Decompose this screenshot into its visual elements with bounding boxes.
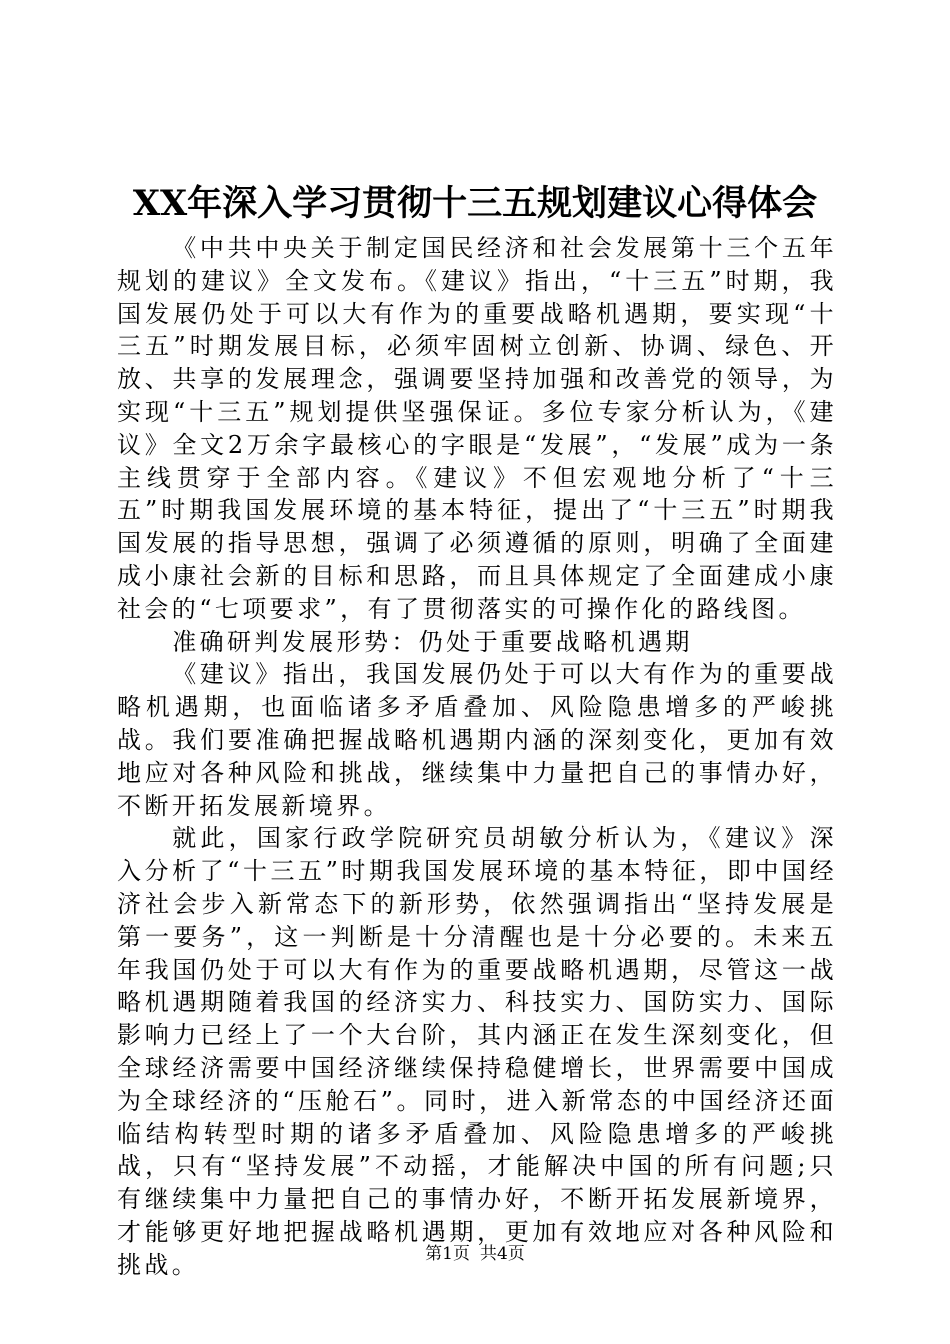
page-footer	[0, 1242, 950, 1266]
document-title: XX年深入学习贯彻十三五规划建议心得体会	[132, 183, 818, 224]
page-total: 共4页	[480, 1244, 525, 1264]
paragraph-analysis: 就此，国家行政学院研究员胡敏分析认为，《建议》深入分析了“十三五”时期我国发展环境的基本特征，即中国经济社会步入新常态下的新形势，依然强调指出“坚持发展是第一要务”，这一判断是十分清醒也是十分必要的。未来五年我国仍处于可以大有作为的重要战略机遇期，尽管这一战略机遇期随着我国的经济实力、科技实力、国防实力、国际影响力已经上了一个大台阶，其内涵正在发生深刻变化，但全球经济需要中国经济继续保持稳健增长，世界需要中国成为全球经济的“压舱石”。同时，进入新常态的中国经济还面临结构转型时期的诸多矛盾叠加、风险隐患增多的严峻挑战，只有“坚持发展”不动摇，才能解决中国的所有问题;只有继续集中力量把自己的事情办好，不断开拓发展新境界，才能够更好地把握战略机遇期，更加有效地应对各种风险和挑战。	[117, 824, 837, 1279]
document-body	[117, 232, 837, 1282]
section-heading: 准确研判发展形势：仍处于重要战略机遇期	[172, 627, 693, 656]
paragraph-suggestion: 《建议》指出，我国发展仍处于可以大有作为的重要战略机遇期，也面临诸多矛盾叠加、风险隐患增多的严峻挑战。我们要准确把握战略机遇期内涵的深刻变化，更加有效地应对各种风险和挑战，继续集中力量把自己的事情办好，不断开拓发展新境界。	[117, 660, 837, 820]
page-number: 第1页	[425, 1244, 470, 1264]
paragraph-intro: 《中共中央关于制定国民经济和社会发展第十三个五年规划的建议》全文发布。《建议》指出，“十三五”时期，我国发展仍处于可以大有作为的重要战略机遇期，要实现“十三五”时期发展目标，必须牢固树立创新、协调、绿色、开放、共享的发展理念，强调要坚持加强和改善党的领导，为实现“十三五”规划提供坚强保证。多位专家分析认为，《建议》全文2万余字最核心的字眼是“发展”，“发展”成为一条主线贯穿于全部内容。《建议》不但宏观地分析了“十三五”时期我国发展环境的基本特征，提出了“十三五”时期我国发展的指导思想，强调了必须遵循的原则，明确了全面建成小康社会新的目标和思路，而且具体规定了全面建成小康社会的“七项要求”，有了贯彻落实的可操作化的路线图。	[117, 234, 837, 623]
